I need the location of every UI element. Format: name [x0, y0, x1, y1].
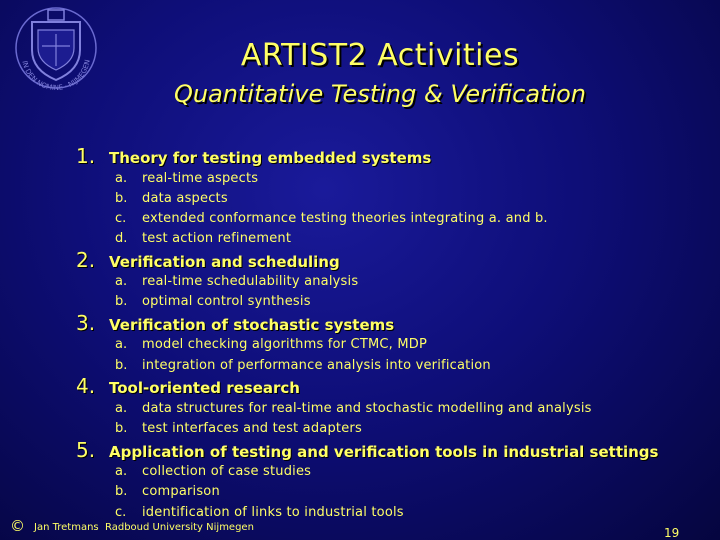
subitem-letter: a.: [115, 171, 128, 186]
subitem-letter: b.: [115, 484, 128, 499]
copyright-symbol: ©: [10, 517, 25, 535]
subitem-letter: a.: [115, 464, 128, 479]
item-heading: Verification and scheduling: [109, 253, 340, 271]
subitem-letter: c.: [115, 505, 127, 520]
item-number: 5.: [76, 438, 96, 462]
footer-author: Jan Tretmans: [34, 522, 99, 533]
subitem-letter: c.: [115, 211, 127, 226]
subitem-text: integration of performance analysis into verification: [142, 358, 491, 373]
item-number: 4.: [76, 374, 96, 398]
subitem-text: real-time aspects: [142, 171, 259, 186]
subitem-text: real-time schedulability analysis: [142, 274, 359, 289]
subitem-letter: a.: [115, 337, 128, 352]
footer-institution: Radboud University Nijmegen: [105, 522, 254, 533]
subitem-letter: a.: [115, 401, 128, 416]
item-number: 2.: [76, 248, 96, 272]
page-number: 19: [664, 526, 680, 540]
subitem-letter: b.: [115, 421, 128, 436]
subitem-letter: a.: [115, 274, 128, 289]
subitem-text: test action refinement: [142, 231, 292, 246]
subitem-letter: b.: [115, 358, 128, 373]
subitem-letter: b.: [115, 191, 128, 206]
item-number: 1.: [76, 144, 96, 168]
subitem-text: comparison: [142, 484, 220, 499]
university-seal-logo: [8, 0, 104, 100]
item-heading: Theory for testing embedded systems: [109, 149, 432, 167]
subitem-text: test interfaces and test adapters: [142, 421, 362, 436]
item-heading: Tool-oriented research: [109, 379, 300, 397]
slide-subtitle: Quantitative Testing & Verification: [173, 80, 587, 108]
subitem-text: extended conformance testing theories integrating a. and b.: [142, 211, 548, 226]
subitem-text: data structures for real-time and stochastic modelling and analysis: [142, 401, 592, 416]
subitem-letter: d.: [115, 231, 128, 246]
item-heading: Application of testing and verification tools in industrial settings: [109, 443, 659, 461]
subitem-letter: b.: [115, 294, 128, 309]
subitem-text: optimal control synthesis: [142, 294, 311, 309]
subitem-text: data aspects: [142, 191, 228, 206]
item-heading: Verification of stochastic systems: [109, 316, 395, 334]
subitem-text: identification of links to industrial tools: [142, 505, 404, 520]
subitem-text: model checking algorithms for CTMC, MDP: [142, 337, 428, 352]
subitem-text: collection of case studies: [142, 464, 312, 479]
item-number: 3.: [76, 311, 96, 335]
slide-title: ARTIST2 Activities: [240, 38, 520, 73]
logo-text: IN DEN NOMINE · NIJMEGEN: [20, 58, 92, 93]
